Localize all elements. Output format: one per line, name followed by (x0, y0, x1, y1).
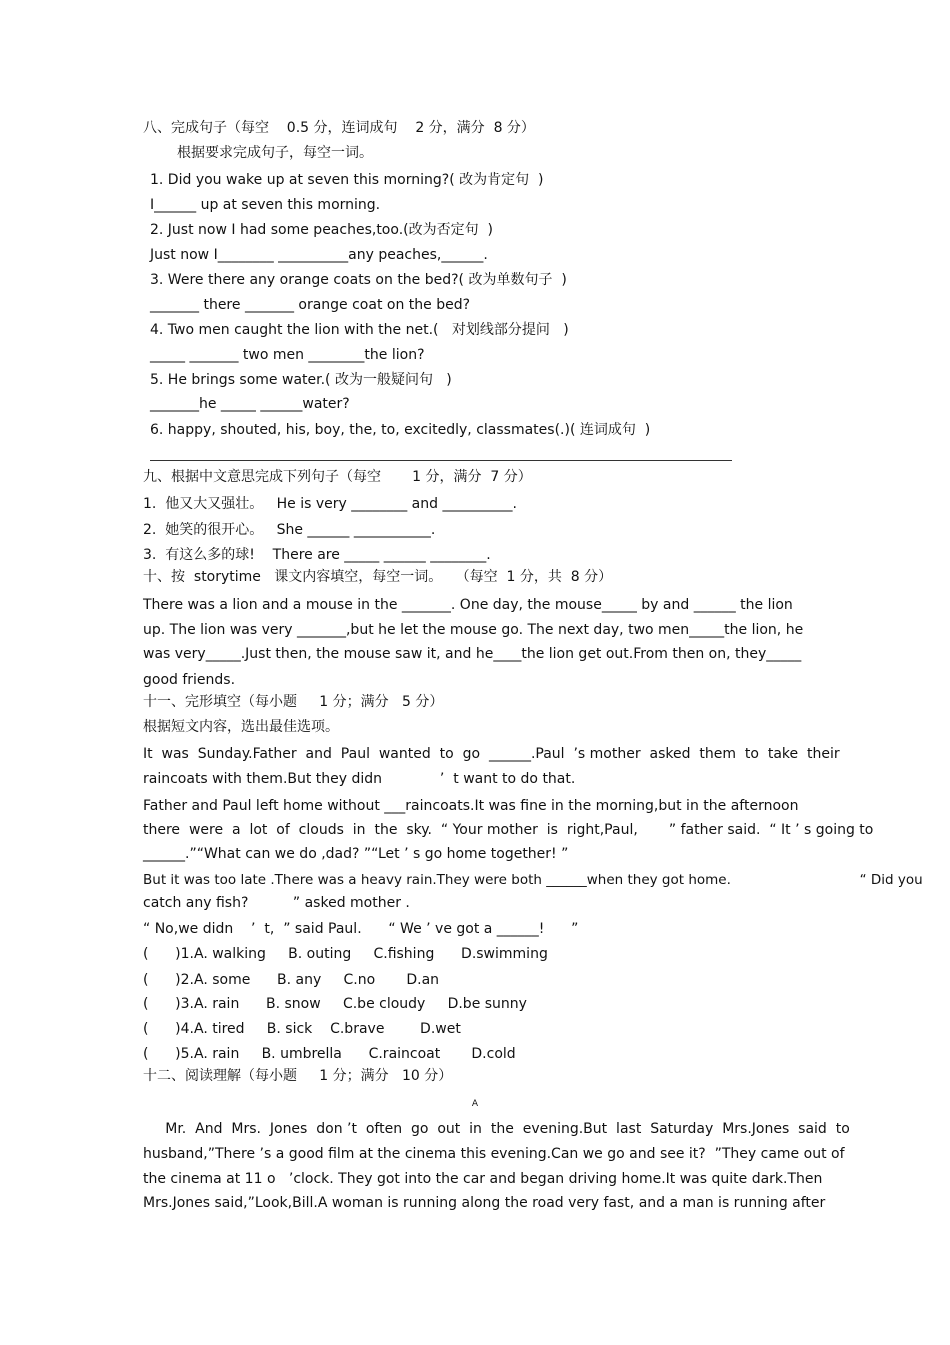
section-11-instruction: 根据短文内容，选出最佳选项。 (143, 719, 339, 735)
passage-line: there were a lot of clouds in the sky. “ Your mother is right,Paul, ” father said. “ It ’ s going to (143, 822, 874, 838)
answer-line: _______ there _______ orange coat on the bed? (150, 297, 471, 313)
passage-label: A (471, 1099, 479, 1109)
section-8-heading: 八、完成句子（每空 0.5 分，连词成句 2 分，满分 8 分） (143, 120, 535, 136)
passage-line: ______.”“What can we do ,dad? ”“Let ’ s go home together! ” (143, 846, 569, 862)
section-12-heading: 十二、阅读理解（每小题 1 分；满分 10 分） (143, 1068, 453, 1084)
passage-line: It was Sunday.Father and Paul wanted to go ______.Paul ’s mother asked them to take their (143, 746, 840, 762)
passage-line: But it was too late .There was a heavy rain.They were both ______when they got home. “ Did you (143, 872, 923, 888)
question-line: 3. Were there any orange coats on the bed?( 改为单数句子 ) (150, 272, 567, 288)
passage-line: Mrs.Jones said,”Look,Bill.A woman is running along the road very fast, and a man is running after (143, 1195, 826, 1211)
option-line: ( )5.A. rain B. umbrella C.raincoat D.cold (143, 1046, 516, 1062)
question-line: 4. Two men caught the lion with the net.( 对划线部分提问 ) (150, 322, 569, 338)
answer-line: I______ up at seven this morning. (150, 197, 381, 213)
option-line: ( )3.A. rain B. snow C.be cloudy D.be sunny (143, 996, 527, 1012)
question-line: 6. happy, shouted, his, boy, the, to, excitedly, classmates(.)( 连词成句 ) (150, 422, 651, 438)
passage-line: There was a lion and a mouse in the _______. One day, the mouse_____ by and ______ the lion (143, 597, 793, 613)
passage-line: the cinema at 11 o ’clock. They got into the car and began driving home.It was quite dark.Then (143, 1171, 823, 1187)
answer-line: _____ _______ two men ________the lion? (150, 347, 425, 363)
question-line: 1. 他又大又强壮。 He is very ________ and __________. (143, 496, 517, 512)
passage-line: “ No,we didn ’ t, ” said Paul. “ We ’ ve got a ______! ” (143, 921, 579, 937)
passage-line: raincoats with them.But they didn ’ t want to do that. (143, 771, 576, 787)
passage-line: catch any fish? ” asked mother . (143, 895, 410, 911)
option-line: ( )2.A. some B. any C.no D.an (143, 972, 440, 988)
option-line: ( )1.A. walking B. outing C.fishing D.swimming (143, 946, 548, 962)
section-8-instruction: 根据要求完成句子，每空一词。 (177, 145, 373, 161)
passage-line: Mr. And Mrs. Jones don ’t often go out in the evening.But last Saturday Mrs.Jones said to (143, 1121, 850, 1137)
passage-line: good friends. (143, 672, 236, 688)
section-10-heading: 十、按 storytime 课文内容填空，每空一词。 （每空 1 分，共 8 分） (143, 569, 613, 585)
answer-underline (150, 460, 732, 461)
question-line: 2. 她笑的很开心。 She ______ ___________. (143, 522, 436, 538)
section-9-heading: 九、根据中文意思完成下列句子（每空 1 分，满分 7 分） (143, 469, 532, 485)
answer-line: Just now I________ __________any peaches,______. (150, 247, 488, 263)
answer-line: _______he _____ ______water? (150, 396, 350, 412)
passage-line: husband,”There ’s a good film at the cinema this evening.Can we go and see it? ”They came out of (143, 1146, 845, 1162)
passage-line: was very_____.Just then, the mouse saw it, and he____the lion get out.From then on, they_____ (143, 646, 802, 662)
question-line: 5. He brings some water.( 改为一般疑问句 ) (150, 372, 452, 388)
section-11-heading: 十一、完形填空（每小题 1 分；满分 5 分） (143, 694, 444, 710)
passage-line: up. The lion was very _______,but he let the mouse go. The next day, two men_____the lion, he (143, 622, 804, 638)
option-line: ( )4.A. tired B. sick C.brave D.wet (143, 1021, 461, 1037)
passage-line: Father and Paul left home without ___raincoats.It was fine in the morning,but in the afternoon (143, 798, 799, 814)
question-line: 1. Did you wake up at seven this morning?( 改为肯定句 ) (150, 172, 544, 188)
question-line: 3. 有这么多的球! There are _____ ______ ________. (143, 547, 491, 563)
question-line: 2. Just now I had some peaches,too.(改为否定句 ) (150, 222, 493, 238)
